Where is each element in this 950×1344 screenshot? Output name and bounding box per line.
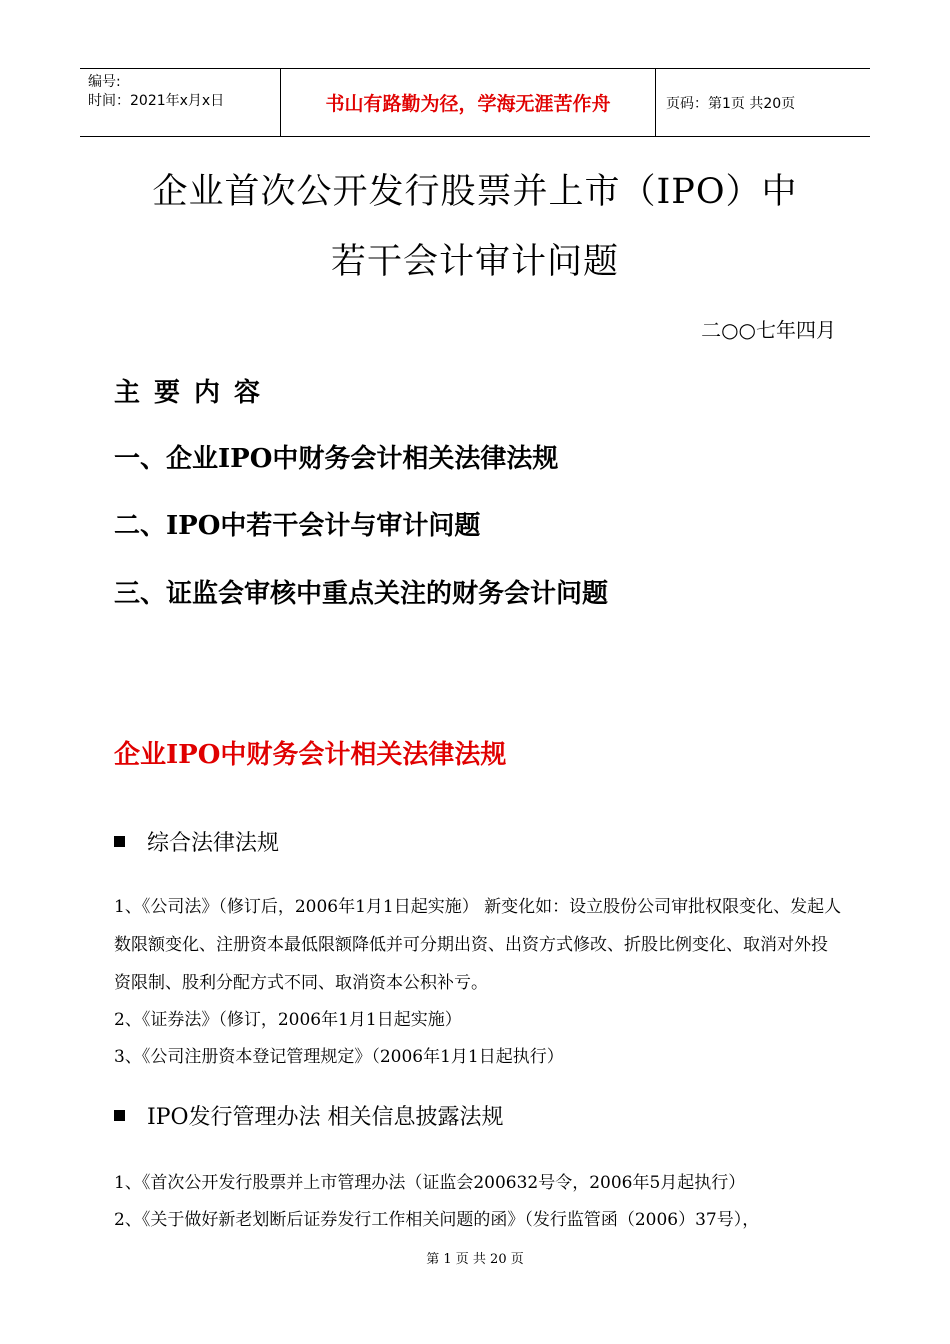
square-bullet-icon <box>114 836 125 847</box>
group1-item-1: 1、《公司法》（修订后，2006年1月1日起实施） 新变化如：设立股份公司审批权限变化、发起人数限额变化、注册资本最低限额降低并可分期出资、出资方式修改、折股比例变化、取消对外投资限制、股利分配方式不同、取消资本公积补亏。 <box>114 897 842 993</box>
document-date: 二○○七年四月 <box>701 318 836 342</box>
group1-item-2: 2、《证券法》（修订，2006年1月1日起实施） <box>114 1010 462 1030</box>
page-footer: 第 1 页 共 20 页 <box>426 1252 524 1267</box>
group2-item-2: 2、《关于做好新老划断后证券发行工作相关问题的函》（发行监管函（2006）37号）， <box>114 1210 760 1230</box>
group1-item-3: 3、《公司注册资本登记管理规定》（2006年1月1日起执行） <box>114 1047 564 1067</box>
square-bullet-icon <box>114 1110 125 1121</box>
header-page-info: 页码：第1页 共20页 <box>666 95 796 112</box>
document-time: 时间：2021年x月x日 <box>88 93 225 109</box>
page-header <box>80 68 870 137</box>
group2-heading <box>114 1100 504 1131</box>
group2-item-1: 1、《首次公开发行股票并上市管理办法（证监会200632号令，2006年5月起执行） <box>114 1173 746 1193</box>
header-meta <box>80 69 280 136</box>
document-title-line2: 若干会计审计问题 <box>330 242 619 282</box>
group1-heading-text: 综合法律法规 <box>147 831 280 856</box>
toc-item-1: 一、企业IPO中财务会计相关法律法规 <box>114 444 559 474</box>
document-title-line1: 企业首次公开发行股票并上市（IPO）中 <box>152 172 798 212</box>
header-motto: 书山有路勤为径，学海无涯苦作舟 <box>280 69 656 136</box>
contents-heading: 主要内容 <box>114 378 275 408</box>
group2-heading-text: IPO发行管理办法 相关信息披露法规 <box>147 1105 504 1130</box>
group1-heading <box>114 826 279 857</box>
section-title: 企业IPO中财务会计相关法律法规 <box>114 740 507 770</box>
document-number: 编号: <box>88 74 121 90</box>
toc-item-3: 三、证监会审核中重点关注的财务会计问题 <box>114 579 609 609</box>
toc-item-2: 二、IPO中若干会计与审计问题 <box>114 511 481 541</box>
